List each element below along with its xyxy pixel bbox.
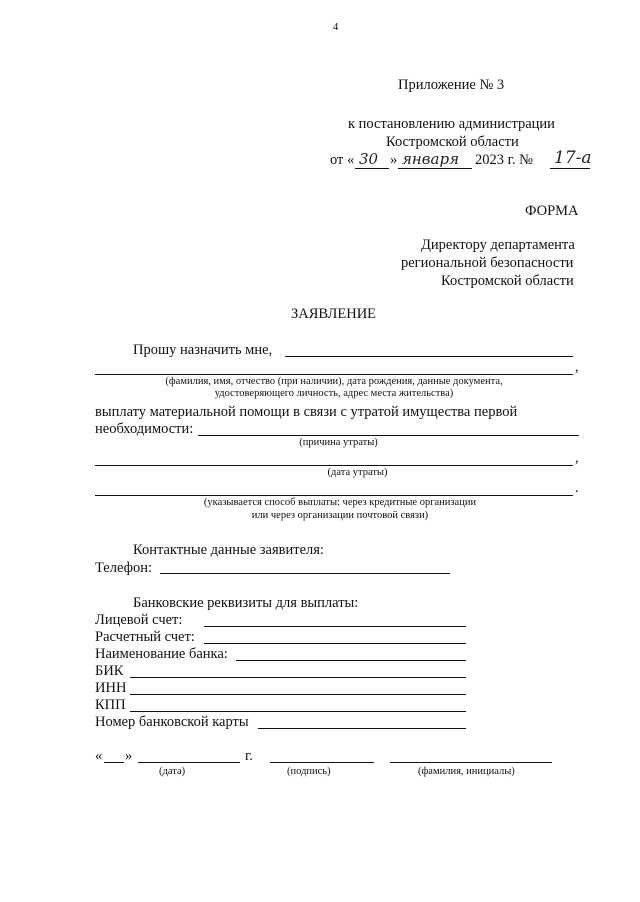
date-month-underline [398,168,472,169]
kpp-field[interactable] [130,711,466,712]
label-date: (дата) [159,766,186,777]
applicant-name-field[interactable] [285,356,573,357]
appendix-line2: Костромской области [386,134,519,150]
bank-field-label-inn: ИНН [95,680,127,696]
bik-field[interactable] [130,677,466,678]
comma-1: , [575,359,579,375]
bank-field-label-card: Номер банковской карты [95,714,249,730]
inn-field[interactable] [130,694,466,695]
form-label: ФОРМА [525,203,579,219]
bank-name-field[interactable] [236,660,466,661]
request-text: Прошу назначить мне, [133,342,273,358]
full-name-field[interactable] [390,762,552,763]
hint-method-2: или через организации почтовой связи) [251,510,429,521]
contacts-heading: Контактные данные заявителя: [133,542,324,558]
date-day-handwritten: 30 [359,150,379,168]
label-name: (фамилия, инициалы) [418,766,515,777]
page-number: 4 [333,22,339,33]
comma-2: , [575,450,579,466]
bank-heading: Банковские реквизиты для выплаты: [133,595,359,611]
date-prefix: от « [330,152,355,168]
hint-person-wrap [95,376,573,399]
applicant-details-field[interactable] [95,374,573,375]
year-suffix: г. [245,748,253,764]
sign-month-field[interactable] [138,762,240,763]
appendix-line1: к постановлению администрации [348,116,555,132]
label-signature: (подпись) [287,766,331,777]
period: . [575,480,579,496]
date-mid: » [390,152,398,168]
loss-reason-field[interactable] [198,435,579,436]
bank-field-label-settlement: Расчетный счет: [95,629,195,645]
bank-field-label-bik: БИК [95,663,124,679]
addressee-line2: региональной безопасности [401,255,574,271]
document-title: ЗАЯВЛЕНИЕ [291,306,377,322]
loss-date-field[interactable] [95,465,573,466]
personal-account-field[interactable] [204,626,466,627]
sign-day-field[interactable] [104,762,124,763]
addressee-line3: Костромской области [441,273,574,289]
hint-reason: (причина утраты) [299,437,378,448]
hint-method-1: (указывается способ выплаты: через кредитные организации [203,497,477,508]
date-month-handwritten: января [402,150,460,168]
hint-person-2: удостоверяющего личность, адрес места жительства) [214,388,454,399]
doc-number-handwritten: 17-а [554,148,592,168]
payment-method-field[interactable] [95,495,573,496]
payment-text: выплату материальной помощи в связи с утратой имущества первой [95,404,518,420]
doc-number-underline [550,168,590,169]
quote-open: « [95,748,103,764]
date-year: 2023 г. № [475,152,534,168]
hint-method-wrap [150,497,530,521]
hint-person-1: (фамилия, имя, отчество (при наличии), дата рождения, данные документа, [165,376,503,387]
hint-date: (дата утраты) [327,467,388,478]
bank-field-label-bank-name: Наименование банка: [95,646,228,662]
signature-field[interactable] [270,762,374,763]
bank-field-label-account: Лицевой счет: [95,612,183,628]
settlement-account-field[interactable] [204,643,466,644]
phone-field[interactable] [160,573,450,574]
date-day-underline [355,168,389,169]
card-number-field[interactable] [258,728,466,729]
phone-label: Телефон: [95,560,153,576]
bank-field-label-kpp: КПП [95,697,126,713]
appendix-title: Приложение № 3 [398,77,505,93]
addressee-line1: Директору департамента [421,237,575,253]
necessity-label: необходимости: [95,421,194,437]
quote-close: » [125,748,133,764]
